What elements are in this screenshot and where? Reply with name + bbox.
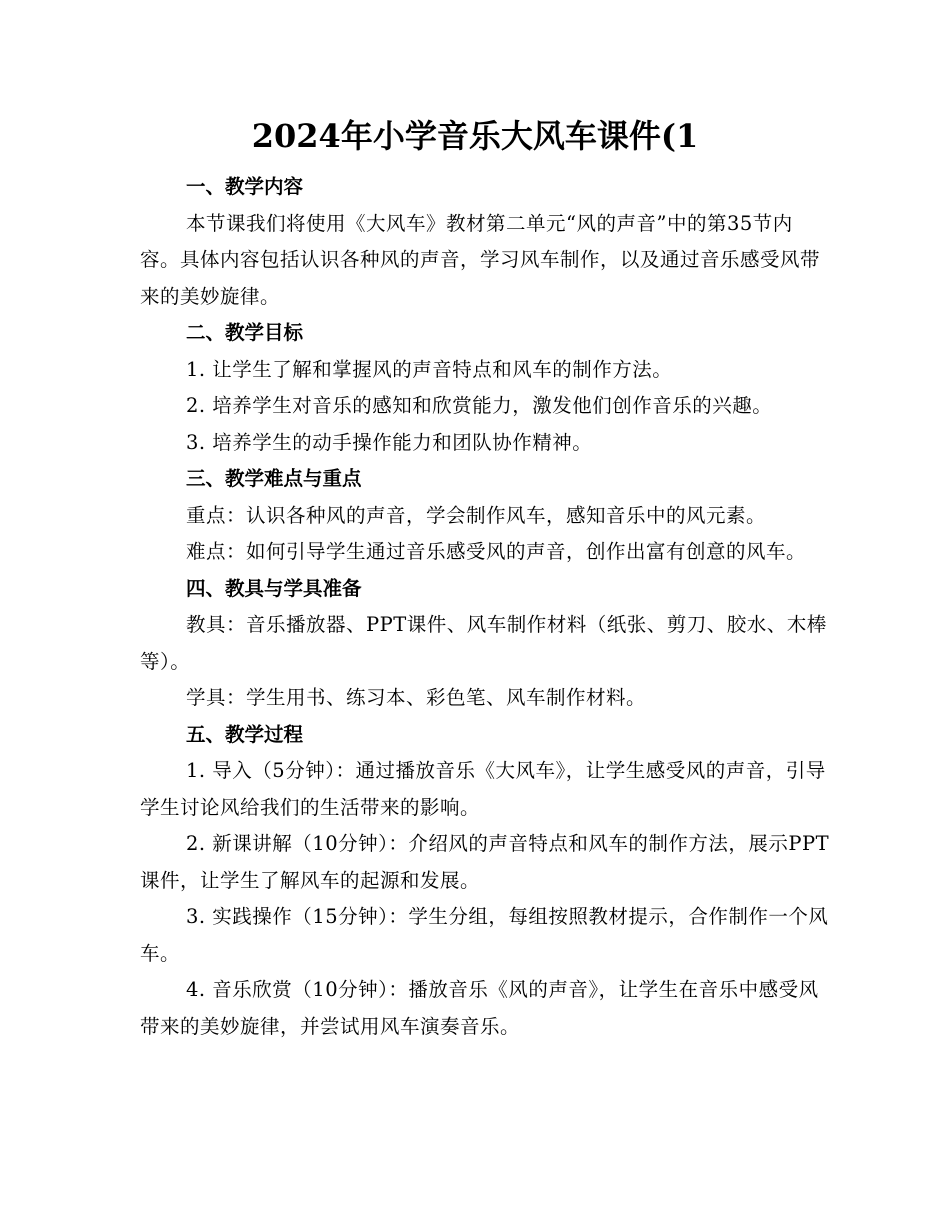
section-heading-materials: 四、教具与学具准备 bbox=[186, 576, 362, 600]
section-heading-key-points: 三、教学难点与重点 bbox=[186, 467, 362, 490]
objective-item: 2. 培养学生对音乐的感知和欣赏能力，激发他们创作音乐的兴趣。 bbox=[186, 394, 773, 417]
key-point-paragraph: 重点：认识各种风的声音，学会制作风车，感知音乐中的风元素。 bbox=[186, 503, 767, 527]
objective-item: 1. 让学生了解和掌握风的声音特点和风车的制作方法。 bbox=[186, 357, 673, 381]
section-heading-process: 五、教学过程 bbox=[186, 722, 304, 746]
process-step: 4. 音乐欣赏（10分钟）：播放音乐《风的声音》，让学生在音乐中感受风带来的美妙旋律，并尝试用风车演奏音乐。 bbox=[140, 978, 819, 1038]
student-materials-paragraph: 学具：学生用书、练习本、彩色笔、风车制作材料。 bbox=[186, 686, 647, 709]
document-title: 2024年小学音乐大风车课件(1 bbox=[251, 117, 699, 155]
process-step: 2. 新课讲解（10分钟）：介绍风的声音特点和风车的制作方法，展示PPT课件，让学生了解风车的起源和发展。 bbox=[140, 832, 830, 892]
section-heading-objectives: 二、教学目标 bbox=[186, 321, 304, 344]
difficult-point-paragraph: 难点：如何引导学生通过音乐感受风的声音，创作出富有创意的风车。 bbox=[186, 540, 807, 563]
section-content-paragraph: 本节课我们将使用《大风车》教材第二单元“风的声音”中的第35节内容。具体内容包括认识各种风的声音，学习风车制作，以及通过音乐感受风带来的美妙旋律。 bbox=[140, 211, 821, 308]
document-body bbox=[140, 169, 830, 1045]
objective-item: 3. 培养学生的动手操作能力和团队协作精神。 bbox=[186, 430, 593, 454]
process-step: 3. 实践操作（15分钟）：学生分组，每组按照教材提示，合作制作一个风车。 bbox=[140, 905, 829, 965]
teacher-materials-paragraph: 教具：音乐播放器、PPT课件、风车制作材料（纸张、剪刀、胶水、木棒等）。 bbox=[140, 613, 827, 673]
process-step: 1. 导入（5分钟）：通过播放音乐《大风车》，让学生感受风的声音，引导学生讨论风给我们的生活带来的影响。 bbox=[140, 759, 826, 819]
section-heading-content: 一、教学内容 bbox=[186, 175, 304, 198]
